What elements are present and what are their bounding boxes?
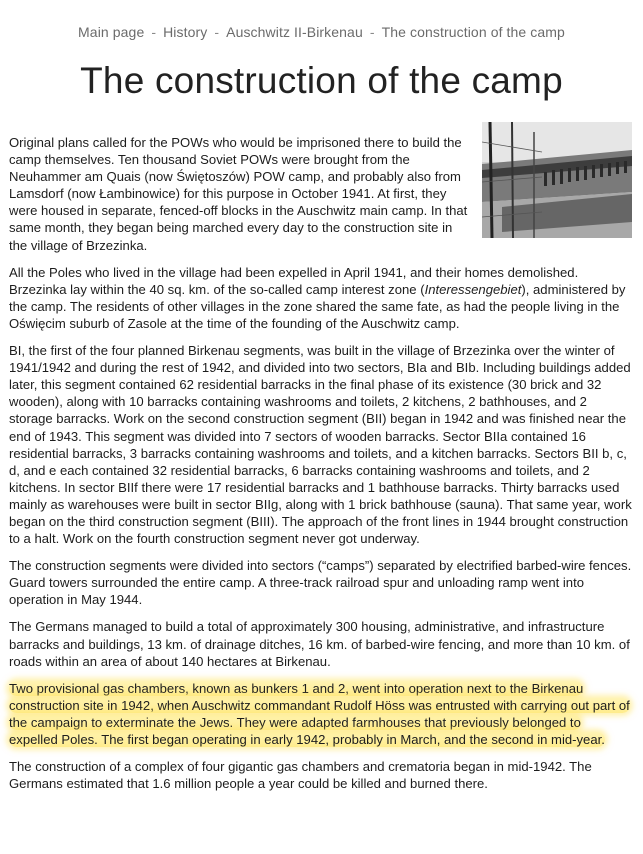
article-body [9,134,633,802]
page-title: The construction of the camp [80,60,563,101]
breadcrumb-main-page[interactable]: Main page [78,24,145,40]
paragraph-crematoria: The construction of a complex of four gigantic gas chambers and crematoria began in mid-1942. The Germans estimated that 1.6 million people a year could be killed and burned there. [9,759,592,792]
breadcrumb-auschwitz-birkenau[interactable]: Auschwitz II-Birkenau [226,24,363,40]
breadcrumb-history[interactable]: History [163,24,208,40]
breadcrumb-separator: - [151,24,157,40]
breadcrumb-current-page: The construction of the camp [381,24,565,40]
paragraph-text: ), administered by the camp. The residents of other villages in the zone shared the same fate, as had the people living in the Oświęcim suburb of Zasole at the time of the founding of the Auschwitz camp. [9,281,626,331]
photo-spacer [471,134,633,248]
breadcrumb-separator: - [369,24,375,40]
paragraph-text: All the Poles who lived in the village had been expelled in April 1941, and their homes demolished. Brzezinka lay within the 40 sq. km. of the so-called camp interest zone ( [9,264,579,297]
paragraph-segments: BI, the first of the four planned Birkenau segments, was built in the village of Brzezinka over the winter of 1941/1942 and during the rest of 1942, and divided into two sectors, BIa and BIb. Including buildings added later, this segment contained 62 residential barracks in the final phase of its existence (30 brick and 32 wooden), along with 10 barracks containing washrooms and toilets, 2 kitchens, 2 bathhouses, and 2 storage barracks. Work on the second construction segment (BII) began in 1942 and was finished near the end of 1943. This segment was divided into 7 sectors of wooden barracks. Sector BIIa contained 16 residential barracks, 3 barracks containing washrooms and toilets, and a kitchen barracks. Sectors BII b, c, d, and e each contained 32 residential barracks, 6 barracks containing washrooms and toilets, and 2 kitchens. In sector BIIf there were 17 residential barracks and 1 bathhouse barracks. Thirty barracks used mainly as warehouses were built in sector BIIg, along with 1 brick bathhouse (sauna). That same year, work began on the third construction segment (BIII). The approach of the front lines in 1944 brought construction to a halt. Work on the fourth construction segment never got underway. [9,343,632,547]
breadcrumb [0,24,643,40]
interessengebiet-term: Interessengebiet [424,281,522,297]
paragraph-gas-chambers [9,680,633,748]
highlighted-text: Two provisional gas chambers, known as bunkers 1 and 2, went into operation next to the Birkenau construction site in 1942, when Auschwitz commandant Rudolf Höss was entrusted with carrying out part of the campaign to exterminate the Jews. They were adapted farmhouses that previously belonged to expelled Poles. The first began operating in early 1942, probably in March, and the second in mid-year. [9,680,630,747]
paragraph-expulsion [9,264,633,332]
paragraph-sectors: The construction segments were divided into sectors (“camps”) separated by electrified barbed-wire fences. Guard towers surrounded the entire camp. A three-track railroad spur and unloading ramp went into operation in May 1944. [9,558,632,608]
paragraph-pow-construction: Original plans called for the POWs who would be imprisoned there to build the camp themselves. Ten thousand Soviet POWs were brought from the Neuhammer am Quais (now Świętoszów) POW camp, and probably also from Lamsdorf (now Łambinowice) for this purpose in October 1941. At first, they were housed in separate, fenced-off blocks in the Auschwitz main camp. In that same month, they began being marched every day to the construction site in the village of Brzezinka. [9,135,468,253]
paragraph-totals: The Germans managed to build a total of approximately 300 housing, administrative, and infrastructure barracks and buildings, 13 km. of drainage ditches, 16 km. of barbed-wire fencing, and more than 10 km. of roads within an area of about 140 hectares at Birkenau. [9,619,630,669]
breadcrumb-separator: - [214,24,220,40]
